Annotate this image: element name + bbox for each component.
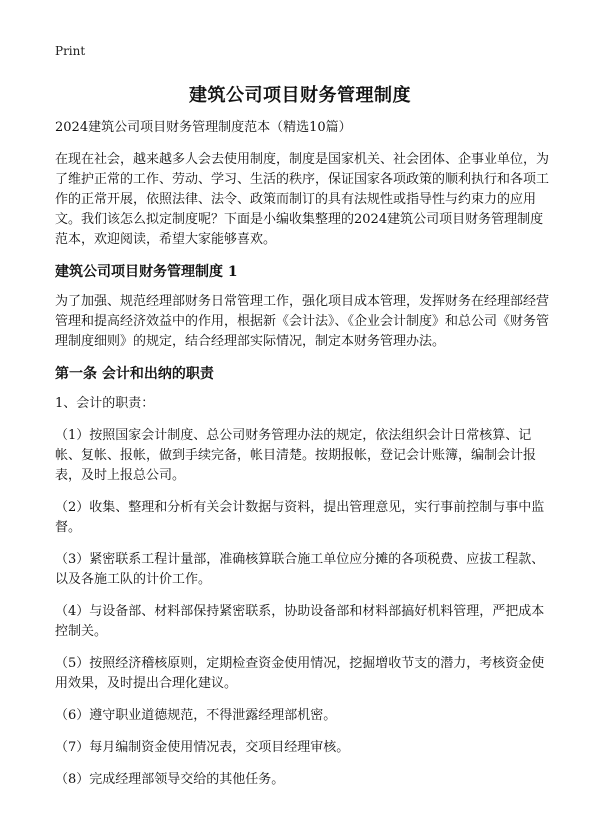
section-heading: 建筑公司项目财务管理制度 1 (55, 264, 238, 280)
document-subtitle: 2024建筑公司项目财务管理制度范本（精选10篇） (55, 120, 352, 135)
duty-item: （1）按照国家会计制度、总公司财务管理办法的规定，依法组织会计日常核算、记帐、复帐、报帐，做到手续完备，帐目清楚。按期报帐，登记会计账簿，编制会计报表，及时上报总公司。 (55, 428, 537, 483)
section-paragraph: 为了加强、规范经理部财务日常管理工作，强化项目成本管理，发挥财务在经理部经营管理和提高经济效益中的作用，根据新《会计法》、《企业会计制度》和总公司《财务管理制度细则》的规定，结合经理部实际情况，制定本财务管理办法。 (55, 294, 550, 349)
duty-item: （6）遵守职业道德规范，不得泄露经理部机密。 (55, 708, 337, 723)
intro-paragraph: 在现在社会，越来越多人会去使用制度，制度是国家机关、社会团体、企事业单位，为了维护正常的工作、劳动、学习、生活的秩序，保证国家各项政策的顺利执行和各项工作的正常开展，依照法律、法令、政策而制订的具有法规性或指导性与约束力的应用文。我们该怎么拟定制度呢？下面是小编收集整理的2024建筑公司项目财务管理制度范本，欢迎阅读，希望大家能够喜欢。 (55, 152, 550, 247)
duty-item: （4）与设备部、材料部保持紧密联系，协助设备部和材料部搞好机料管理，严把成本控制关。 (55, 604, 545, 639)
duty-item: （3）紧密联系工程计量部，准确核算联合施工单位应分摊的各项税费、应拔工程款、以及各施工队的计价工作。 (55, 552, 545, 587)
duty-item: （8）完成经理部领导交给的其他任务。 (55, 772, 285, 787)
document-body (55, 118, 555, 802)
duty-item: （5）按照经济稽核原则，定期检查资金使用情况，挖掘增收节支的潜力，考核资金使用效果，及时提出合理化建议。 (55, 656, 545, 691)
page-title: 建筑公司项目财务管理制度 (189, 85, 411, 106)
print-link[interactable]: Print (55, 44, 86, 58)
duties-label: 1、会计的职责： (55, 396, 155, 411)
duty-item: （7）每月编制资金使用情况表，交项目经理审核。 (55, 740, 350, 755)
duty-item: （2）收集、整理和分析有关会计数据与资料，提出管理意见，实行事前控制与事中监督。 (55, 500, 545, 535)
article-heading: 第一条 会计和出纳的职责 (55, 366, 214, 382)
